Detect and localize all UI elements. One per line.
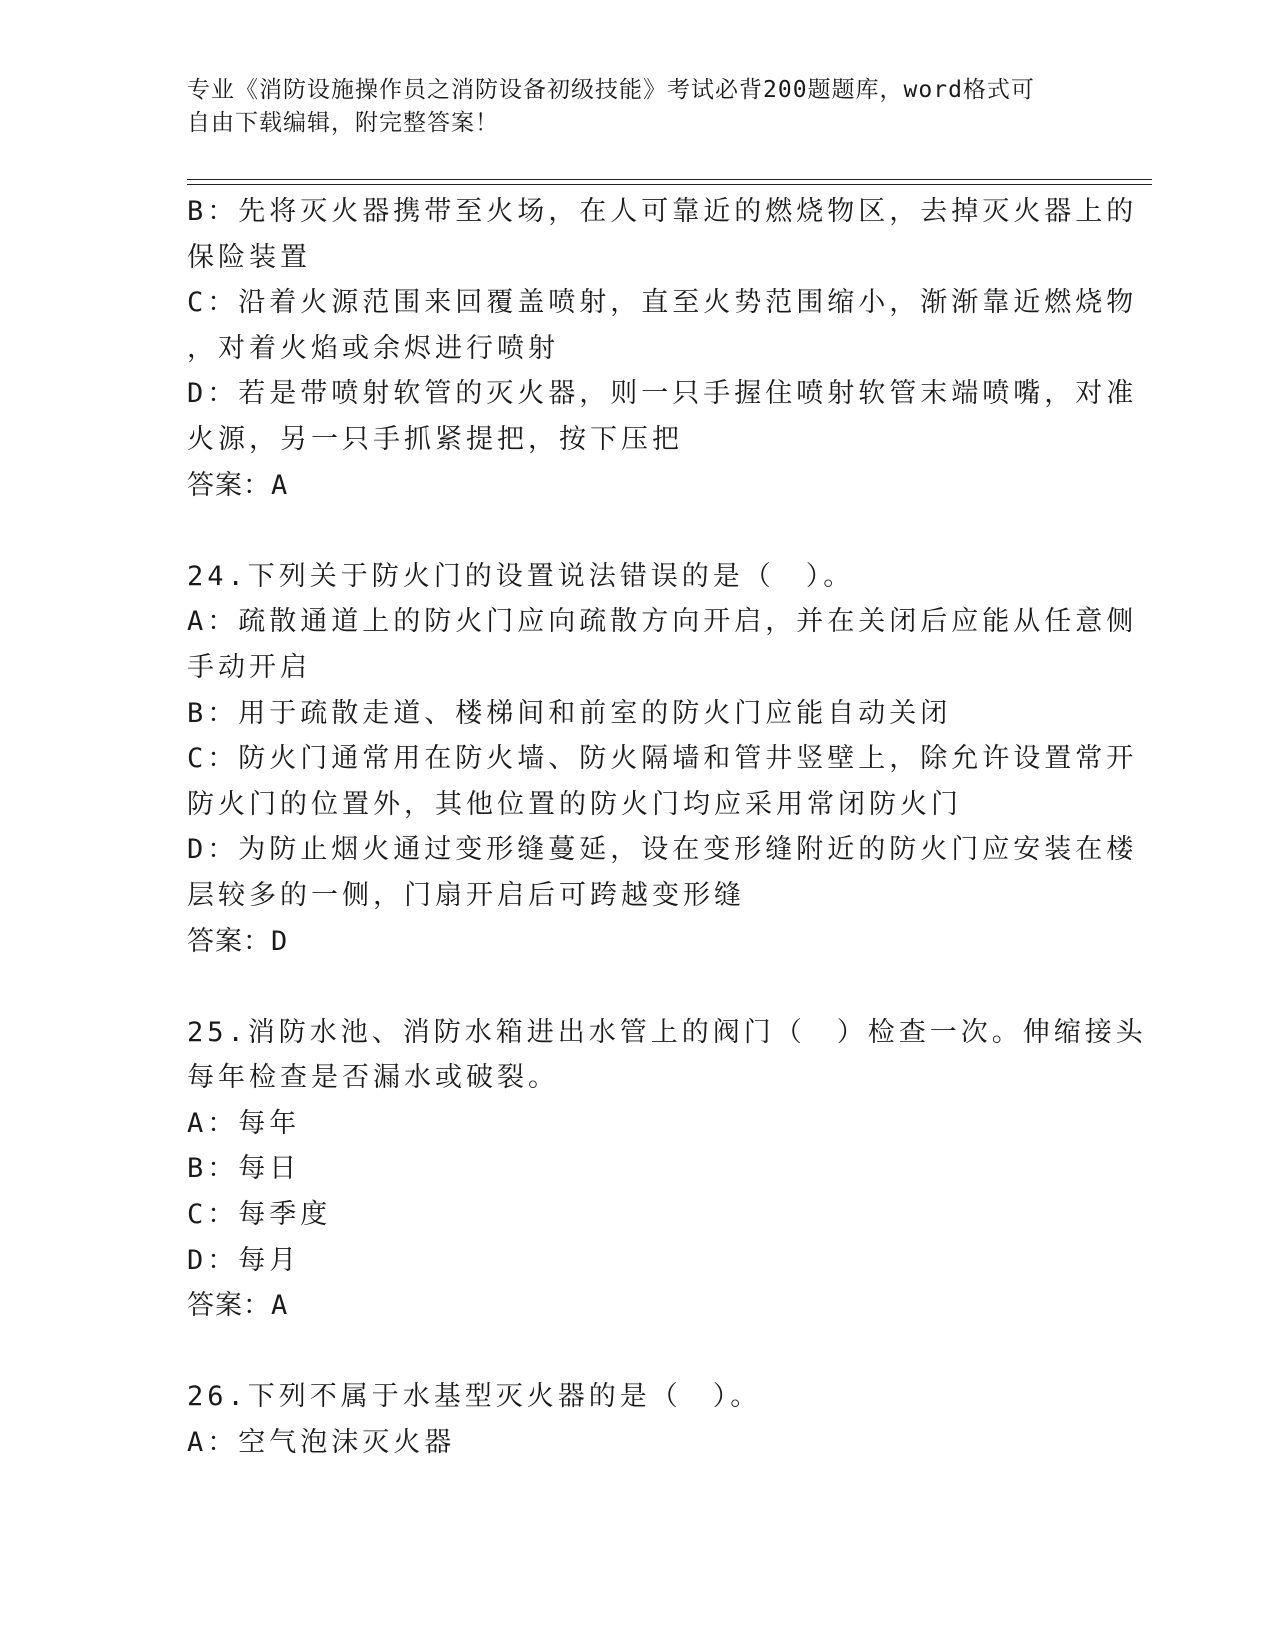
question-spacer [187,1329,1087,1375]
q23-option-c-line-1: C：沿着火源范围来回覆盖喷射，直至火势范围缩小，渐渐靠近燃烧物 [187,287,1138,319]
q25-stem-line-2: 每年检查是否漏水或破裂。 [187,1062,559,1094]
q25-answer: 答案：A [187,1290,289,1322]
question-24 [187,554,1138,964]
question-26 [187,1374,1087,1465]
q24-option-c-line-2: 防火门的位置外，其他位置的防火门均应采用常闭防火门 [187,788,962,820]
q24-option-a-line-2: 手动开启 [187,651,311,683]
q23-option-d-line-1: D：若是带喷射软管的灭火器，则一只手握住喷射软管末端喷嘴，对准 [187,378,1138,410]
question-25 [187,1010,1147,1329]
question-list [187,189,1147,1466]
q25-stem-line-1: 25.消防水池、消防水箱进出水管上的阀门（ ）检查一次。伸缩接头 [187,1016,1147,1048]
document-header [187,74,1087,140]
q26-option-a: A：空气泡沫灭火器 [187,1427,456,1459]
q24-option-a-line-1: A：疏散通道上的防火门应向疏散方向开启，并在关闭后应能从任意侧 [187,606,1138,638]
q25-option-b: B：每日 [187,1153,301,1185]
header-divider-top [187,179,1152,180]
q25-option-c: C：每季度 [187,1199,332,1231]
q24-option-d-line-2: 层较多的一侧，门扇开启后可跨越变形缝 [187,879,745,911]
q24-option-c-line-1: C：防火门通常用在防火墙、防火隔墙和管井竖壁上，除允许设置常开 [187,743,1138,775]
q25-option-a: A：每年 [187,1107,301,1139]
q23-option-b-line-2: 保险装置 [187,241,311,273]
q23-option-d-line-2: 火源，另一只手抓紧提把，按下压把 [187,423,683,455]
q25-option-d: D：每月 [187,1244,301,1276]
question-spacer [187,964,1087,1010]
q23-option-c-line-2: ，对着火焰或余烬进行喷射 [187,332,559,364]
header-title-line-2: 自由下载编辑，附完整答案！ [187,110,499,136]
q24-option-d-line-1: D：为防止烟火通过变形缝蔓延，设在变形缝附近的防火门应安装在楼 [187,834,1138,866]
q24-stem: 24.下列关于防火门的设置说法错误的是（ ）。 [187,560,855,592]
q23-option-b-line-1: B：先将灭火器携带至火场，在人可靠近的燃烧物区，去掉灭火器上的 [187,196,1138,227]
q23-answer: 答案：A [187,469,289,501]
header-divider-bottom [187,184,1152,185]
question-spacer [187,508,1087,554]
header-title-line-1: 专业《消防设施操作员之消防设备初级技能》考试必背200题题库，word格式可 [187,77,1035,103]
q24-option-b: B：用于疏散走道、楼梯间和前室的防火门应能自动关闭 [187,697,952,729]
q26-stem: 26.下列不属于水基型灭火器的是（ ）。 [187,1381,762,1413]
question-23 [187,189,1138,508]
q24-answer: 答案：D [187,925,289,957]
